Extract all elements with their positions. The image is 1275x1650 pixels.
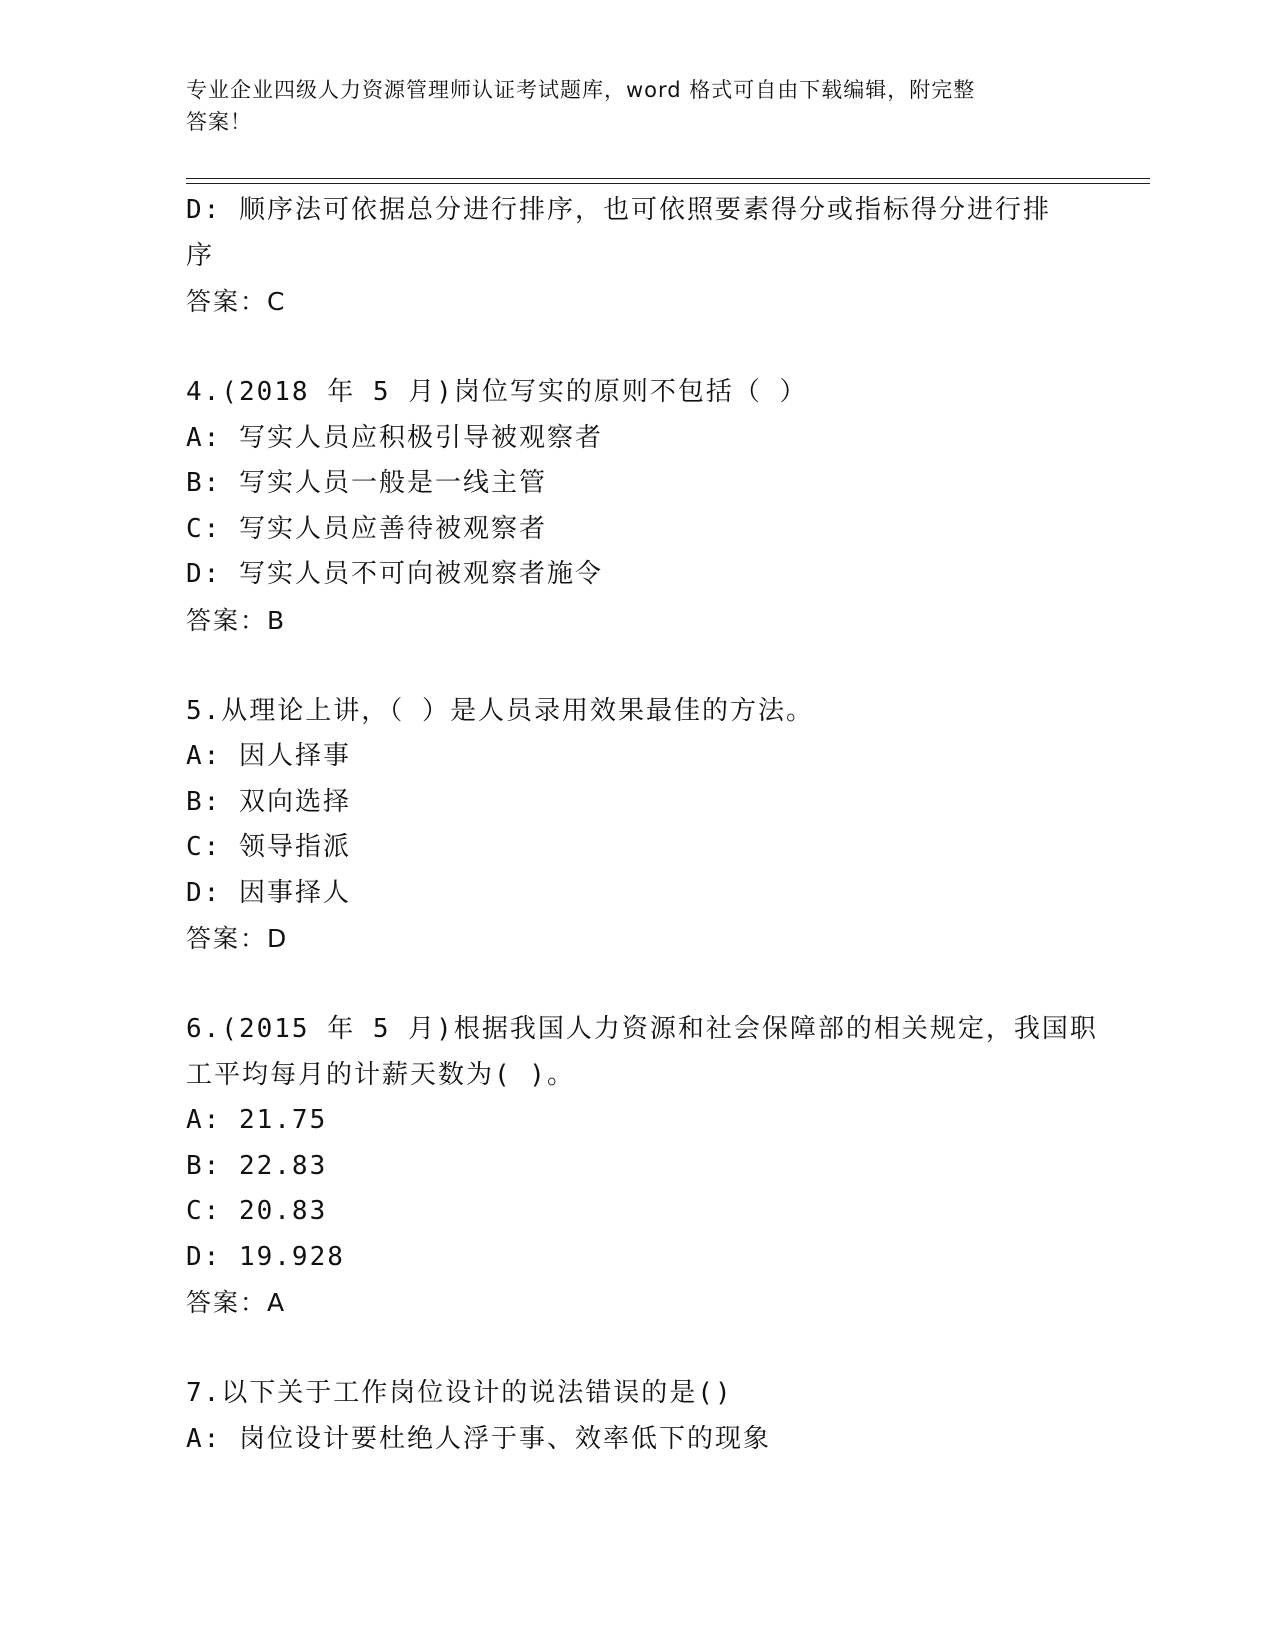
option-a: A: 写实人员应积极引导被观察者: [186, 422, 603, 453]
option-d: D: 因事择人: [186, 877, 351, 908]
page-header: [186, 74, 1066, 138]
answer-line: 答案：D: [186, 924, 289, 953]
spacer: [186, 325, 1086, 371]
question-text: 6.(2015 年 5 月)根据我国人力资源和社会保障部的相关规定，我国职: [186, 1014, 1098, 1044]
question-text-continued: 工平均每月的计薪天数为( )。: [186, 1059, 575, 1090]
answer-line: 答案：A: [186, 1288, 287, 1317]
option-a: A: 因人择事: [186, 741, 351, 771]
option-d: D: 写实人员不可向被观察者施令: [186, 559, 603, 589]
option-d-continued: 序: [186, 240, 215, 271]
option-c: C: 20.83: [186, 1196, 328, 1226]
option-a: A: 岗位设计要杜绝人浮于事、效率低下的现象: [186, 1423, 771, 1454]
question-block-4: [186, 370, 1086, 643]
question-block-prev: [186, 188, 1086, 325]
question-list: [186, 188, 1098, 1462]
option-d: D: 19.928: [186, 1241, 345, 1272]
option-a: A: 21.75: [186, 1105, 328, 1135]
option-c: C: 领导指派: [186, 832, 351, 862]
question-text: 4.(2018 年 5 月)岗位写实的原则不包括（ ）: [186, 377, 808, 407]
option-d: D: 顺序法可依据总分进行排序，也可依照要素得分或指标得分进行排: [186, 195, 1051, 225]
option-c: C: 写实人员应善待被观察者: [186, 513, 547, 544]
spacer: [186, 643, 1086, 689]
question-block-6: [186, 1007, 1098, 1326]
question-block-7: [186, 1371, 1086, 1462]
question-text: 7.以下关于工作岗位设计的说法错误的是(): [186, 1378, 733, 1408]
answer-line: 答案：C: [186, 287, 287, 316]
question-block-5: [186, 689, 1086, 962]
header-divider-bottom: [186, 183, 1150, 184]
option-b: B: 22.83: [186, 1150, 328, 1181]
option-b: B: 写实人员一般是一线主管: [186, 468, 547, 498]
spacer: [186, 1326, 1086, 1372]
option-b: B: 双向选择: [186, 786, 351, 817]
question-text: 5.从理论上讲，（ ）是人员录用效果最佳的方法。: [186, 695, 814, 726]
header-line-2: 答案！: [186, 110, 252, 134]
answer-line: 答案：B: [186, 605, 287, 635]
header-line-1: 专业企业四级人力资源管理师认证考试题库，word 格式可自由下载编辑，附完整: [186, 78, 976, 102]
header-divider-top: [186, 178, 1150, 179]
spacer: [186, 962, 1086, 1008]
